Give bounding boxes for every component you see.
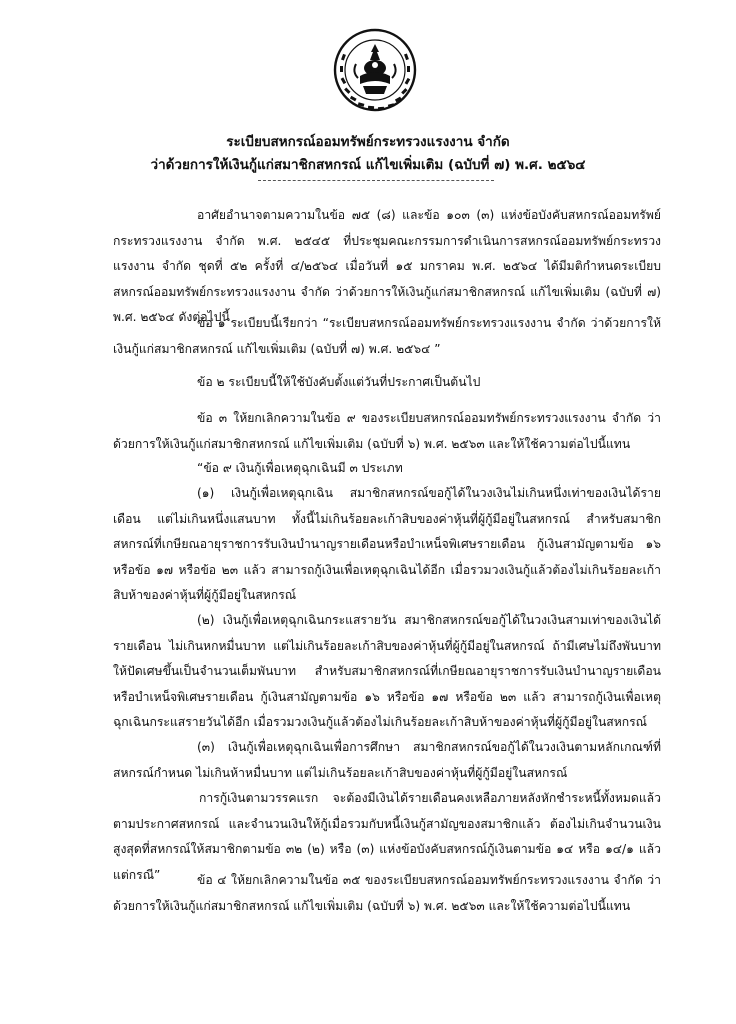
document-subtitle: ว่าด้วยการให้เงินกู้แก่สมาชิกสหกรณ์ แก้ไขเพิ่มเติม (ฉบับที่ ๗) พ.ศ. ๒๕๖๔ — [150, 157, 586, 173]
paragraph-clause-9-heading — [113, 456, 661, 482]
item-2-text: (๒) เงินกู้เพื่อเหตุฉุกเฉินกระแสรายวัน สมาชิกสหกรณ์ขอกู้ได้ในวงเงินสามเท่าของเงินได้รายเดือน ไม่เกินหกหมื่นบาท แต่ไม่เกินร้อยละเก้าสิบของค่าหุ้นที่ผู้กู้มีอยู่ในสหกรณ์ ถ้ามีเศษไม่ถึงพันบาทให้ปัดเศษขึ้นเป็นจำนวนเต็มพันบาท สำหรับสมาชิกสหกรณ์ที่เกษียณอายุราชการรับเงินบำนาญรายเดือนหรือบำเหน็จพิเศษรายเดือน กู้เงินสามัญตามข้อ ๑๖ หรือข้อ ๑๗ หรือข้อ ๒๓ แล้ว สามารถกู้เงินเพื่อเหตุฉุกเฉินกระแสรายวันได้อีก เมื่อรวมวงเงินกู้แล้วต้องไม่เกินร้อยละเก้าสิบห้าของค่าหุ้นที่ผู้กู้มีอยู่ในสหกรณ์ — [113, 613, 661, 730]
clause-3-text: ข้อ ๓ ให้ยกเลิกความในข้อ ๙ ของระเบียบสหกรณ์ออมทรัพย์กระทรวงแรงงาน จำกัด ว่าด้วยการให้เงินกู้แก่สมาชิกสหกรณ์ แก้ไขเพิ่มเติม (ฉบับที่ ๖) พ.ศ. ๒๕๖๓ และให้ใช้ความต่อไปนี้แทน — [113, 411, 661, 451]
loan-conditions-text: การกู้เงินตามวรรคแรก จะต้องมีเงินได้รายเดือนคงเหลือภายหลังหักชำระหนี้ทั้งหมดแล้วตามประกาศสหกรณ์ และจำนวนเงินให้กู้เมื่อรวมกับหนี้เงินกู้สามัญของสมาชิกแล้ว ต้องไม่เกินจำนวนเงินสูงสุดที่สหกรณ์ให้สมาชิกตามข้อ ๓๒ (๒) หรือ (๓) แห่งข้อบังคับสหกรณ์กู้เงินตามข้อ ๑๔ หรือ ๑๔/๑ แล้วแต่กรณี” — [113, 791, 661, 882]
paragraph-clause-2 — [113, 370, 661, 396]
clause-1-text: ข้อ ๑ ระเบียบนี้เรียกว่า “ระเบียบสหกรณ์ออมทรัพย์กระทรวงแรงงาน จำกัด ว่าด้วยการให้เงินกู้แก่สมาชิกสหกรณ์ แก้ไขเพิ่มเติม (ฉบับที่ ๗) พ.ศ. ๒๕๖๔ ” — [113, 316, 661, 356]
document-title: ระเบียบสหกรณ์ออมทรัพย์กระทรวงแรงงาน จำกัด — [226, 134, 510, 150]
preamble-text: อาศัยอำนาจตามความในข้อ ๗๕ (๘) และข้อ ๑๐๓ (๓) แห่งข้อบังคับสหกรณ์ออมทรัพย์กระทรวงแรงงาน จำกัด พ.ศ. ๒๕๔๕ ที่ประชุมคณะกรรมการดำเนินการสหกรณ์ออมทรัพย์กระทรวงแรงงาน จำกัด ชุดที่ ๕๒ ครั้งที่ ๔/๒๕๖๔ เมื่อวันที่ ๑๕ มกราคม พ.ศ. ๒๕๖๔ ได้มีมติกำหนดระเบียบสหกรณ์ออมทรัพย์กระทรวงแรงงาน จำกัด ว่าด้วยการให้เงินกู้แก่สมาชิกสหกรณ์ แก้ไขเพิ่มเติม (ฉบับที่ ๗) พ.ศ. ๒๕๖๔ ดังต่อไปนี้ — [113, 208, 661, 325]
paragraph-item-2 — [113, 608, 661, 736]
paragraph-clause-3 — [113, 406, 661, 457]
clause-2-text: ข้อ ๒ ระเบียบนี้ให้ใช้บังคับตั้งแต่วันที่ประกาศเป็นต้นไป — [197, 375, 481, 389]
seal-icon — [330, 18, 420, 128]
paragraph-item-3 — [113, 735, 661, 786]
seal-logo — [330, 18, 420, 128]
title-divider — [258, 180, 494, 181]
paragraph-clause-4 — [113, 868, 661, 919]
item-1-text: (๑) เงินกู้เพื่อเหตุฉุกเฉิน สมาชิกสหกรณ์ขอกู้ได้ในวงเงินไม่เกินหนึ่งเท่าของเงินได้รายเดือน แต่ไม่เกินหนึ่งแสนบาท ทั้งนี้ไม่เกินร้อยละเก้าสิบของค่าหุ้นที่ผู้กู้มีอยู่ในสหกรณ์ สำหรับสมาชิกสหกรณ์ที่เกษียณอายุราชการรับเงินบำนาญรายเดือนหรือบำเหน็จพิเศษรายเดือน กู้เงินสามัญตามข้อ ๑๖ หรือข้อ ๑๗ หรือข้อ ๒๓ แล้ว สามารถกู้เงินเพื่อเหตุฉุกเฉินได้อีก เมื่อรวมวงเงินกู้แล้วต้องไม่เกินร้อยละเก้าสิบห้าของค่าหุ้นที่ผู้กู้มีอยู่ในสหกรณ์ — [113, 486, 661, 603]
paragraph-clause-1 — [113, 311, 661, 362]
clause-4-text: ข้อ ๔ ให้ยกเลิกความในข้อ ๓๕ ของระเบียบสหกรณ์ออมทรัพย์กระทรวงแรงงาน จำกัด ว่าด้วยการให้เงินกู้แก่สมาชิกสหกรณ์ แก้ไขเพิ่มเติม (ฉบับที่ ๖) พ.ศ. ๒๕๖๓ และให้ใช้ความต่อไปนี้แทน — [113, 873, 661, 913]
item-3-text: (๓) เงินกู้เพื่อเหตุฉุกเฉินเพื่อการศึกษา สมาชิกสหกรณ์ขอกู้ได้ในวงเงินตามหลักเกณฑ์ที่สหกรณ์กำหนด ไม่เกินห้าหมื่นบาท แต่ไม่เกินร้อยละเก้าสิบของค่าหุ้นที่ผู้กู้มีอยู่ในสหกรณ์ — [113, 740, 661, 780]
clause-9-heading-text: “ข้อ ๙ เงินกู้เพื่อเหตุฉุกเฉินมี ๓ ประเภท — [197, 461, 403, 475]
paragraph-item-1 — [113, 481, 661, 609]
